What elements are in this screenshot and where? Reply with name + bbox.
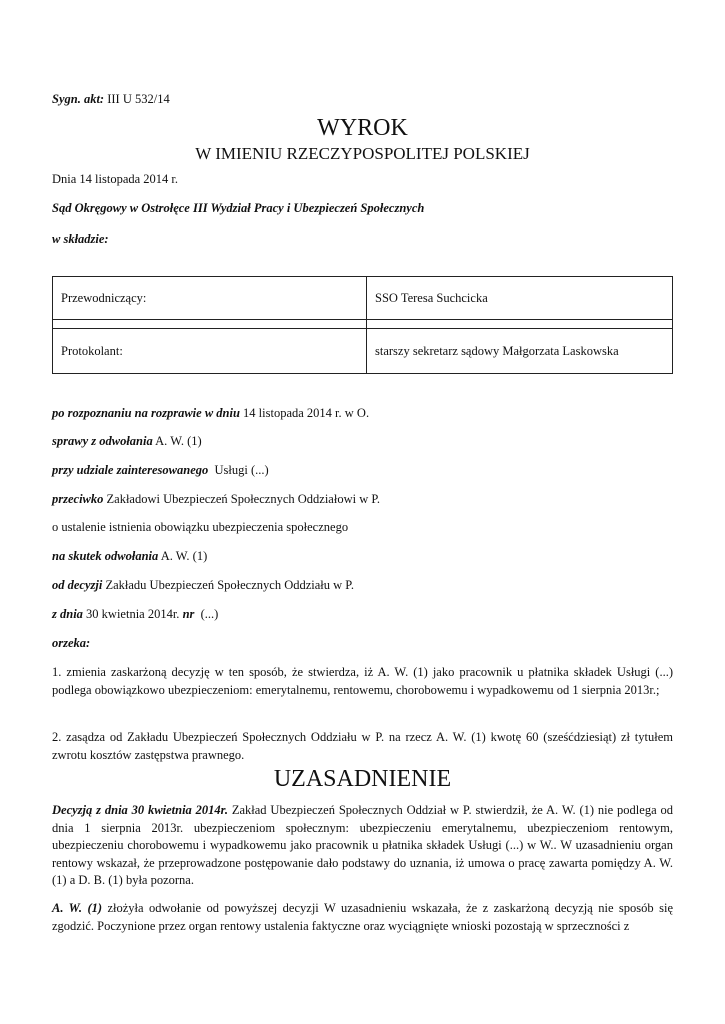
- result-of-appeal-line: na skutek odwołania A. W. (1): [52, 549, 208, 563]
- defendant-line: przeciwko Zakładowi Ubezpieczeń Społecznych Oddziałowi w P.: [52, 492, 381, 506]
- case-number-label: Sygn. akt:: [52, 92, 105, 106]
- case-number: [52, 91, 170, 108]
- decision-date-line: z dnia 30 kwietnia 2014r. nr (...): [52, 607, 219, 621]
- judgment-date: Dnia 14 listopada 2014 r.: [52, 172, 179, 186]
- role-cell: [53, 320, 367, 329]
- hearing-line: po rozpoznaniu na rozprawie w dniu 14 listopada 2014 r. w O.: [52, 406, 370, 420]
- interested-party-line: przy udziale zainteresowanego Usługi (...): [52, 463, 269, 477]
- appeal-line: sprawy z odwołania A. W. (1): [52, 434, 202, 448]
- ruling-point-2: 2. zasądza od Zakładu Ubezpieczeń Społecznych Oddziału w P. na rzecz A. W. (1) kwotę 60 (sześćdziesiąt) zł tytułem zwrotu kosztów zastępstwa prawnego.: [52, 730, 673, 762]
- table-row: [53, 277, 673, 320]
- composition-label: w składzie:: [52, 232, 109, 246]
- role-cell: Protokolant:: [53, 329, 367, 374]
- role-cell: Przewodniczący:: [53, 277, 367, 320]
- name-cell: [367, 320, 673, 329]
- ruling-point-1: 1. zmienia zaskarżoną decyzję w ten sposób, że stwierdza, iż A. W. (1) jako pracownik u płatnika składek Usługi (...) podlega obowiązkowo ubezpieczeniom: emerytalnemu, rentowemu, chorobowemu i wypadkowemu od 1 sierpnia 2013r.;: [52, 665, 673, 697]
- subject-line: o ustalenie istnienia obowiązku ubezpieczenia społecznego: [52, 520, 349, 534]
- table-row: [53, 320, 673, 329]
- case-number-value: III U 532/14: [107, 92, 170, 106]
- justification-paragraph-2: A. W. (1) złożyła odwołanie od powyższej decyzji W uzasadnieniu wskazała, że z zaskarżoną decyzją nie sposób się zgodzić. Poczynione przez organ rentowy ustalenia faktyczne oraz wyciągnięte wnioski pozostają w sprzeczności z: [52, 901, 673, 933]
- document-title: WYROK: [317, 115, 408, 141]
- composition-table: [52, 276, 673, 374]
- table-row: [53, 329, 673, 374]
- ruling-label: orzeka:: [52, 636, 91, 650]
- justification-paragraph-1: Decyzją z dnia 30 kwietnia 2014r. Zakład Ubezpieczeń Społecznych Oddział w P. stwierdził, że A. W. (1) nie podlega od dnia 1 sierpnia 2013r. ubezpieczeniom społecznym: ubezpieczeniu emerytalnemu, ubezpieczeniom rentowym, ubezpieczeniu chorobowemu i wypadkowemu jako pracownik u płatnika składek Usługi (...) w W.. W uzasadnieniu organ rentowy wskazał, że przeprowadzone postępowanie dało podstawy do uznania, iż umowa o pracę zawarta pomiędzy A. W. (1) a D. B. (1) była pozorna.: [52, 803, 673, 887]
- decision-line: od decyzji Zakładu Ubezpieczeń Społecznych Oddziału w P.: [52, 578, 354, 592]
- court-name: Sąd Okręgowy w Ostrołęce III Wydział Pracy i Ubezpieczeń Społecznych: [52, 201, 425, 215]
- document-subtitle: W IMIENIU RZECZYPOSPOLITEJ POLSKIEJ: [195, 144, 530, 163]
- justification-title: UZASADNIENIE: [273, 766, 452, 792]
- name-cell: starszy sekretarz sądowy Małgorzata Laskowska: [367, 329, 673, 374]
- name-cell: SSO Teresa Suchcicka: [367, 277, 673, 320]
